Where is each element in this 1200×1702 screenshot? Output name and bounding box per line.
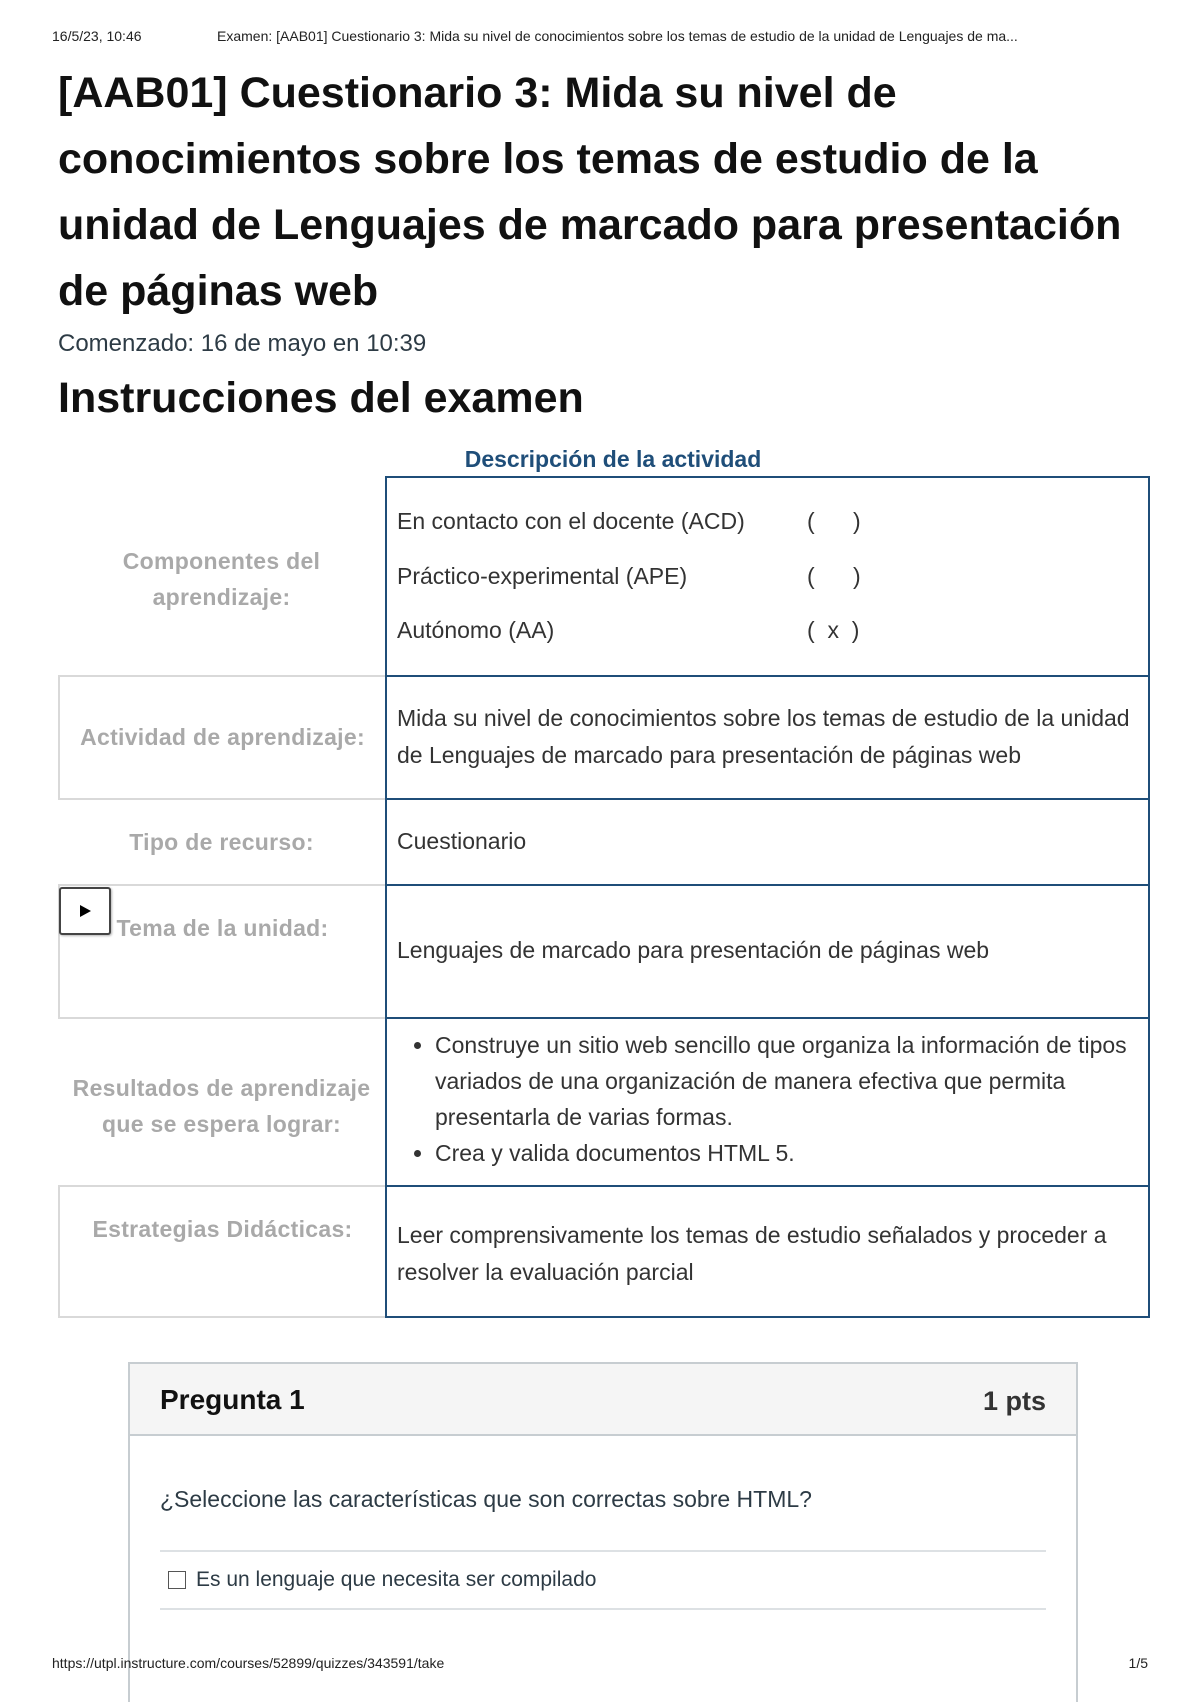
topic-value: Lenguajes de marcado para presentación de páginas web <box>397 937 990 963</box>
print-header <box>52 28 1148 48</box>
activity-label: Actividad de aprendizaje: <box>58 675 385 800</box>
print-footer <box>52 1655 1148 1675</box>
print-page-number: 1/5 <box>1128 1655 1148 1671</box>
resource-type-cell <box>385 798 1150 886</box>
topic-label: Tema de la unidad: <box>58 884 385 1019</box>
outcomes-cell <box>385 1017 1150 1187</box>
component-acd-mark: ( ) <box>807 508 861 534</box>
activity-description-caption: Descripción de la actividad <box>464 446 762 472</box>
play-icon <box>77 903 93 919</box>
print-url: https://utpl.instructure.com/courses/52899/quizzes/343591/take <box>52 1655 445 1671</box>
print-date: 16/5/23, 10:46 <box>52 28 142 44</box>
outcome-item: • Construye un sitio web sencillo que organiza la información de tipos variados de una organización de manera efectiva que permita presentarla de varias formas. <box>435 1027 1128 1135</box>
answer-divider <box>160 1608 1046 1610</box>
component-ape-mark: ( ) <box>807 563 861 589</box>
question-title: Pregunta 1 <box>160 1384 305 1415</box>
component-aa-mark: ( x ) <box>807 617 860 643</box>
outcomes-list <box>397 1027 1128 1171</box>
components-label: Componentes del aprendizaje: <box>122 548 321 610</box>
strategies-value: Leer comprensivamente los temas de estudio señalados y proceder a resolver la evaluación parcial <box>397 1222 1107 1285</box>
strategies-cell <box>385 1185 1150 1318</box>
activity-cell <box>385 675 1150 800</box>
strategies-label: Estrategias Didácticas: <box>58 1185 385 1318</box>
component-aa-label: Autónomo (AA) <box>397 617 555 643</box>
component-ape-label: Práctico-experimental (APE) <box>397 563 688 589</box>
page-title: [AAB01] Cuestionario 3: Mida su nivel de conocimientos sobre los temas de estudio de la unidad de Lenguajes de marcado para presentación de páginas web <box>58 69 1122 315</box>
activity-value: Mida su nivel de conocimientos sobre los temas de estudio de la unidad de Lenguajes de marcado para presentación de páginas web <box>397 705 1130 768</box>
component-acd-label: En contacto con el docente (ACD) <box>397 508 745 534</box>
play-button[interactable] <box>59 887 111 935</box>
resource-type-value: Cuestionario <box>397 828 527 854</box>
answer-option[interactable] <box>168 1568 596 1592</box>
instructions-heading: Instrucciones del examen <box>58 374 584 422</box>
question-text: ¿Seleccione las características que son correctas sobre HTML? <box>160 1486 812 1512</box>
answer-label: Es un lenguaje que necesita ser compilado <box>196 1568 597 1591</box>
outcome-item: • Crea y valida documentos HTML 5. <box>435 1135 1128 1171</box>
answer-checkbox[interactable] <box>168 1571 186 1589</box>
components-cell <box>385 476 1150 677</box>
question-card <box>128 1362 1078 1702</box>
outcomes-label: Resultados de aprendizaje que se espera lograr: <box>72 1075 371 1137</box>
answer-divider <box>160 1550 1046 1552</box>
print-page-title: Examen: [AAB01] Cuestionario 3: Mida su nivel de conocimientos sobre los temas de estudio de la unidad de Lenguajes de ma... <box>217 28 1018 44</box>
question-header <box>130 1364 1076 1436</box>
started-time: Comenzado: 16 de mayo en 10:39 <box>58 330 427 357</box>
resource-type-label: Tipo de recurso: <box>129 829 314 855</box>
question-points: 1 pts <box>982 1386 1046 1416</box>
topic-cell <box>385 884 1150 1019</box>
